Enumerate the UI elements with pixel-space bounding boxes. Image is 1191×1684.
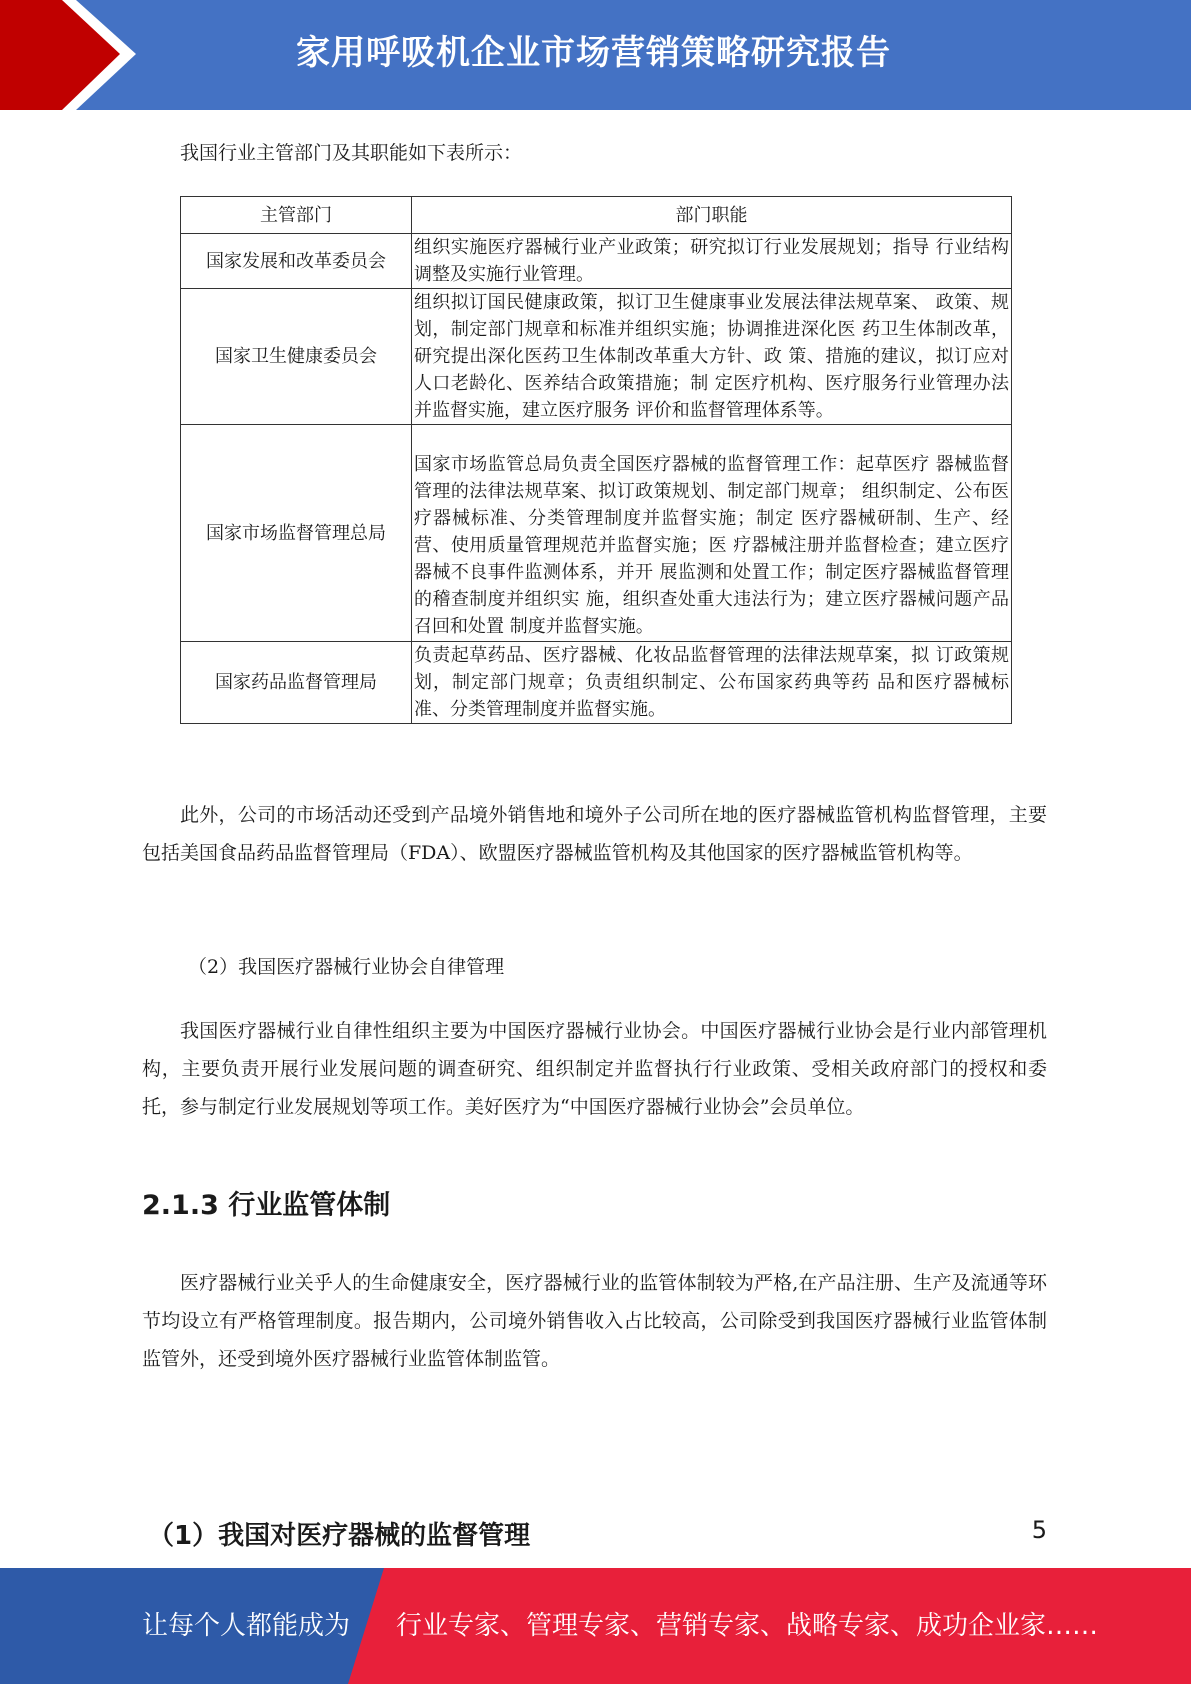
duty-cell: 国家市场监管总局负责全国医疗器械的监督管理工作：起草医疗 器械监督管理的法律法规草案、拟订政策规划、制定部门规章； 组织制定、公布医疗器械标准、分类管理制度并监督实施；制定 医疗器械研制、生产、经营、使用质量管理规范并监督实施；医 疗器械注册并监督检查；建立医疗器械不良事件监测体系，并开 展监测和处置工作；制定医疗器械监督管理的稽查制度并组织实 施，组织查处重大违法行为；建立医疗器械问题产品召回和处置 制度并监督实施。: [412, 425, 1012, 642]
table-row: [181, 234, 1012, 289]
subheading-industry-association: （2）我国医疗器械行业协会自律管理: [188, 956, 505, 978]
footer-slogan-right: 行业专家、管理专家、营销专家、战略专家、成功企业家……: [396, 1611, 1099, 1641]
column-header-dept: 主管部门: [181, 197, 412, 234]
table-row: [181, 642, 1012, 724]
dept-cell: 国家发展和改革委员会: [181, 234, 412, 289]
dept-cell: 国家市场监督管理总局: [181, 425, 412, 642]
page-header: [0, 0, 1191, 110]
duty-cell: 组织拟订国民健康政策，拟订卫生健康事业发展法律法规草案、 政策、规划，制定部门规章和标准并组织实施；协调推进深化医 药卫生体制改革，研究提出深化医药卫生体制改革重大方针、政 策、措施的建议，拟订应对人口老龄化、医养结合政策措施；制 定医疗机构、医疗服务行业管理办法并监督实施，建立医疗服务 评价和监督管理体系等。: [412, 289, 1012, 425]
table-row: [181, 289, 1012, 425]
header-arrow-decoration: [0, 0, 160, 110]
subsection-heading-1: （1）我国对医疗器械的监督管理: [148, 1521, 531, 1551]
paragraph-industry-association: 我国医疗器械行业自律性组织主要为中国医疗器械行业协会。中国医疗器械行业协会是行业内部管理机构，主要负责开展行业发展问题的调查研究、组织制定并监督执行行业政策、受相关政府部门的授权和委托，参与制定行业发展规划等项工作。美好医疗为“中国医疗器械行业协会”会员单位。: [142, 1020, 1047, 1118]
table-header-row: [181, 197, 1012, 234]
page-number: 5: [1031, 1516, 1047, 1544]
column-header-duty: 部门职能: [412, 197, 1012, 234]
paragraph-overseas-regulation: 此外，公司的市场活动还受到产品境外销售地和境外子公司所在地的医疗器械监管机构监督管理，主要包括美国食品药品监督管理局（FDA）、欧盟医疗器械监管机构及其他国家的医疗器械监管机构等。: [142, 804, 1047, 864]
table-row: [181, 425, 1012, 642]
report-title: 家用呼吸机企业市场营销策略研究报告: [296, 33, 891, 73]
department-duties-table: [180, 196, 1012, 724]
footer-slogan-left: 让每个人都能成为: [142, 1611, 351, 1641]
paragraph-regulatory-system: 医疗器械行业关乎人的生命健康安全，医疗器械行业的监管体制较为严格,在产品注册、生产及流通等环节均设立有严格管理制度。报告期内，公司境外销售收入占比较高，公司除受到我国医疗器械行业监管体制监管外，还受到境外医疗器械行业监管体制监管。: [142, 1272, 1047, 1370]
section-heading-2-1-3: 2.1.3 行业监管体制: [142, 1190, 391, 1221]
duty-cell: 组织实施医疗器械行业产业政策；研究拟订行业发展规划；指导 行业结构调整及实施行业管理。: [412, 234, 1012, 289]
page-footer: [0, 1568, 1191, 1684]
dept-cell: 国家卫生健康委员会: [181, 289, 412, 425]
table-intro: 我国行业主管部门及其职能如下表所示：: [180, 142, 523, 164]
dept-cell: 国家药品监督管理局: [181, 642, 412, 724]
duty-cell: 负责起草药品、医疗器械、化妆品监督管理的法律法规草案，拟 订政策规划，制定部门规章；负责组织制定、公布国家药典等药 品和医疗器械标准、分类管理制度并监督实施。: [412, 642, 1012, 724]
